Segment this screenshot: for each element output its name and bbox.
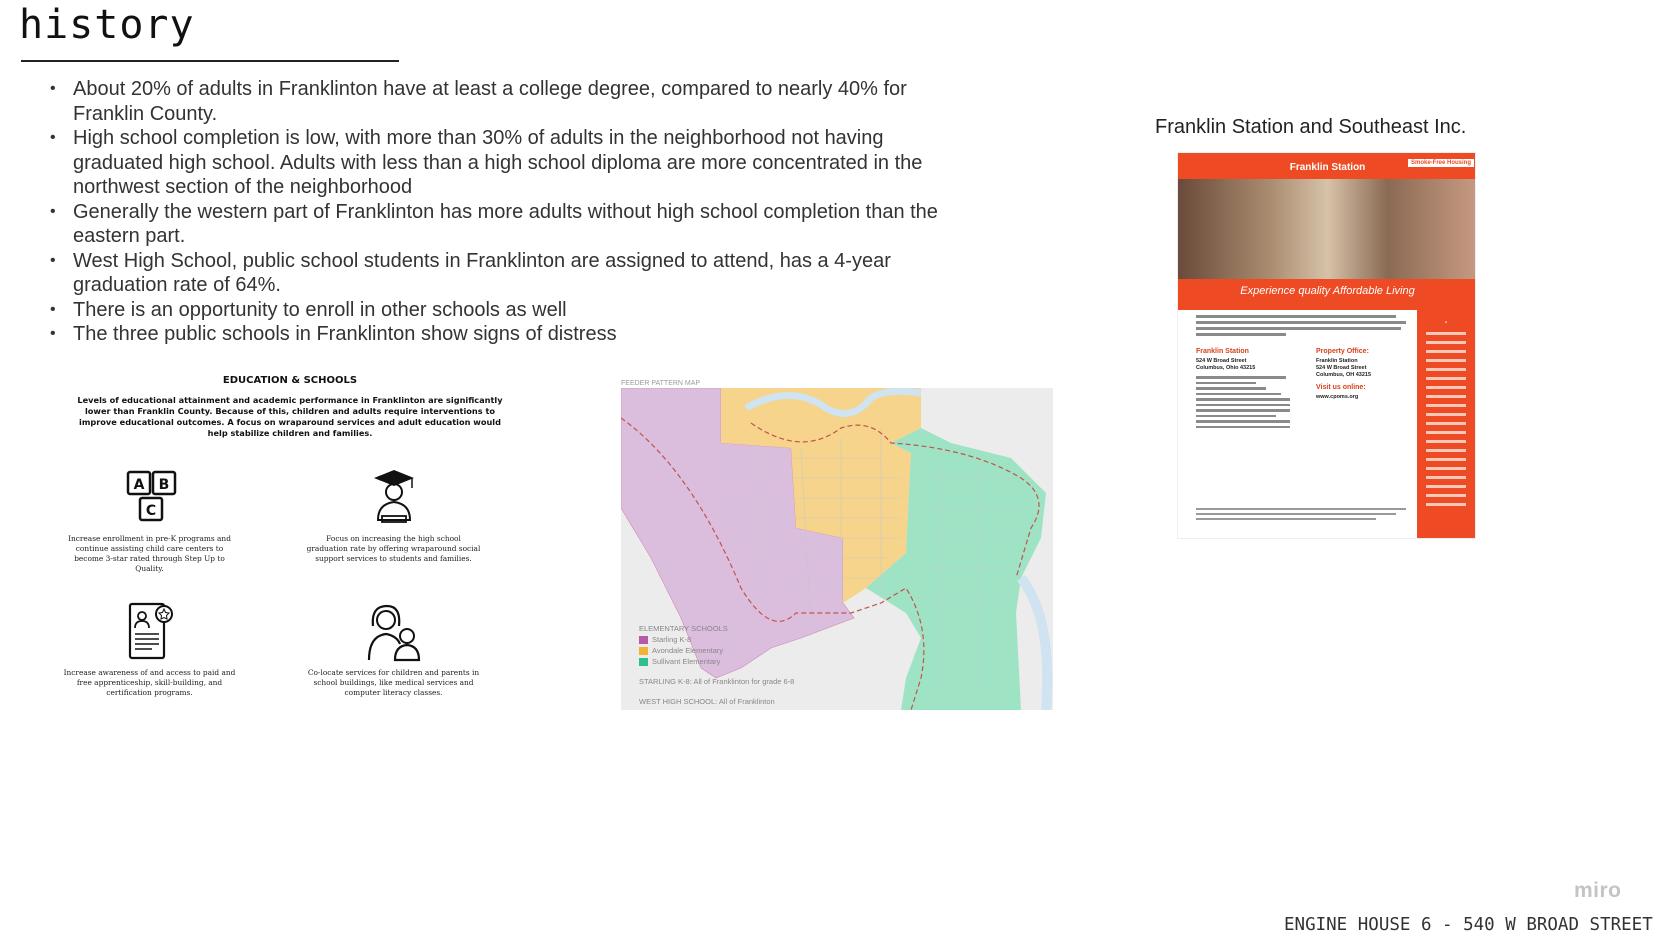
education-item: [62, 468, 237, 574]
svg-text:C: C: [145, 503, 156, 519]
flyer-photo: [1178, 179, 1476, 279]
bullet-item: • Generally the western part of Franklinton has more adults without high school completion than the eastern part.: [50, 200, 950, 249]
bullet-item: • West High School, public school students in Franklinton are assigned to attend, has a 4-year graduation rate of 64%.: [50, 249, 950, 298]
education-heading: EDUCATION & SCHOOLS: [222, 375, 358, 386]
title-underline: [21, 60, 399, 62]
education-item: [306, 468, 481, 564]
flyer-slogan: Experience quality Affordable Living: [1240, 285, 1415, 297]
legend-swatch: [639, 636, 648, 644]
legend-note: STARLING K-8: All of Franklinton for grade 6-8: [639, 677, 795, 686]
flyer-office: Property Office: Franklin Station 524 W Broad Street Columbus, OH 43215 Visit us online: www.cpoms.org: [1316, 348, 1412, 401]
flyer-header: [1178, 153, 1476, 310]
flyer-footer: [1196, 508, 1412, 523]
education-caption: Increase awareness of and access to paid and free apprenticeship, skill-building, and certification programs.: [63, 668, 236, 697]
education-item: [62, 600, 237, 698]
legend-title: ELEMENTARY SCHOOLS: [639, 624, 728, 633]
education-caption: Co-locate services for children and parents in school buildings, like medical services and computer literacy classes.: [307, 668, 480, 697]
flyer-office-head: Property Office:: [1316, 348, 1369, 355]
page-title: history: [19, 2, 195, 48]
svg-text:B: B: [158, 477, 169, 493]
education-schools-panel[interactable]: [60, 372, 520, 712]
franklin-station-flyer[interactable]: [1177, 152, 1476, 539]
legend-swatch: [639, 658, 648, 666]
flyer-web-link[interactable]: www.cpoms.org: [1316, 394, 1359, 400]
bullet-item: • About 20% of adults in Franklinton have at least a college degree, compared to nearly 40% for Franklin County.: [50, 77, 950, 126]
education-item: [306, 600, 481, 698]
parent-child-icon: [363, 600, 425, 662]
flyer-address-head: Franklin Station: [1196, 348, 1249, 355]
legend-swatch: [639, 647, 648, 655]
bullet-item: • The three public schools in Franklinton show signs of distress: [50, 322, 950, 347]
legend-label: Avondale Elementary: [652, 646, 724, 655]
legend-item: [639, 656, 794, 667]
abc-blocks-icon: [120, 468, 180, 528]
flyer-brand: Franklin Station: [1289, 162, 1366, 173]
bullet-item: • High school completion is low, with more than 30% of adults in the neighborhood not having graduated high school. Adults with less than a high school diploma are more concentrated in the northwest section of the neighborhood: [50, 126, 950, 200]
svg-text:A: A: [133, 477, 144, 493]
map-label: FEEDER PATTERN MAP: [621, 380, 701, 387]
history-bullet-list: [50, 77, 950, 347]
certificate-icon: [120, 600, 180, 662]
legend-item: [639, 634, 794, 645]
education-caption: Increase enrollment in pre-K programs and continue assisting child care centers to become 3-star rated through Step Up to Quality.: [68, 534, 231, 573]
miro-logo: miro: [1574, 879, 1622, 902]
graduate-icon: [364, 468, 424, 528]
map-legend: [639, 623, 794, 707]
education-caption: Focus on increasing the high school graduation rate by offering wraparound social support services to students and families.: [306, 534, 481, 563]
flyer-tag: Smoke-Free Housing: [1408, 159, 1474, 167]
flyer-address: Franklin Station 524 W Broad Street Columbus, Ohio 43215: [1196, 348, 1292, 431]
legend-label: Sullivant Elementary: [652, 657, 721, 666]
franklin-station-caption: Franklin Station and Southeast Inc.: [1155, 116, 1467, 138]
flyer-amenities: •: [1417, 310, 1475, 539]
bullet-item: • There is an opportunity to enroll in other schools as well: [50, 298, 950, 323]
footer-address: ENGINE HOUSE 6 - 540 W BROAD STREET: [1284, 915, 1653, 935]
legend-item: [639, 645, 794, 656]
legend-note: WEST HIGH SCHOOL: All of Franklinton: [639, 697, 775, 706]
education-intro: Levels of educational attainment and academic performance in Franklinton are significantly lower than Franklin County. Because of this, children and adults require interventions to improve educational outcomes. A focus on wraparound services and adult education would help stabilize children and families.: [77, 395, 503, 438]
flyer-web-head: Visit us online:: [1316, 384, 1366, 391]
flyer-intro: [1196, 315, 1412, 339]
legend-label: Starling K-8: [652, 635, 692, 644]
